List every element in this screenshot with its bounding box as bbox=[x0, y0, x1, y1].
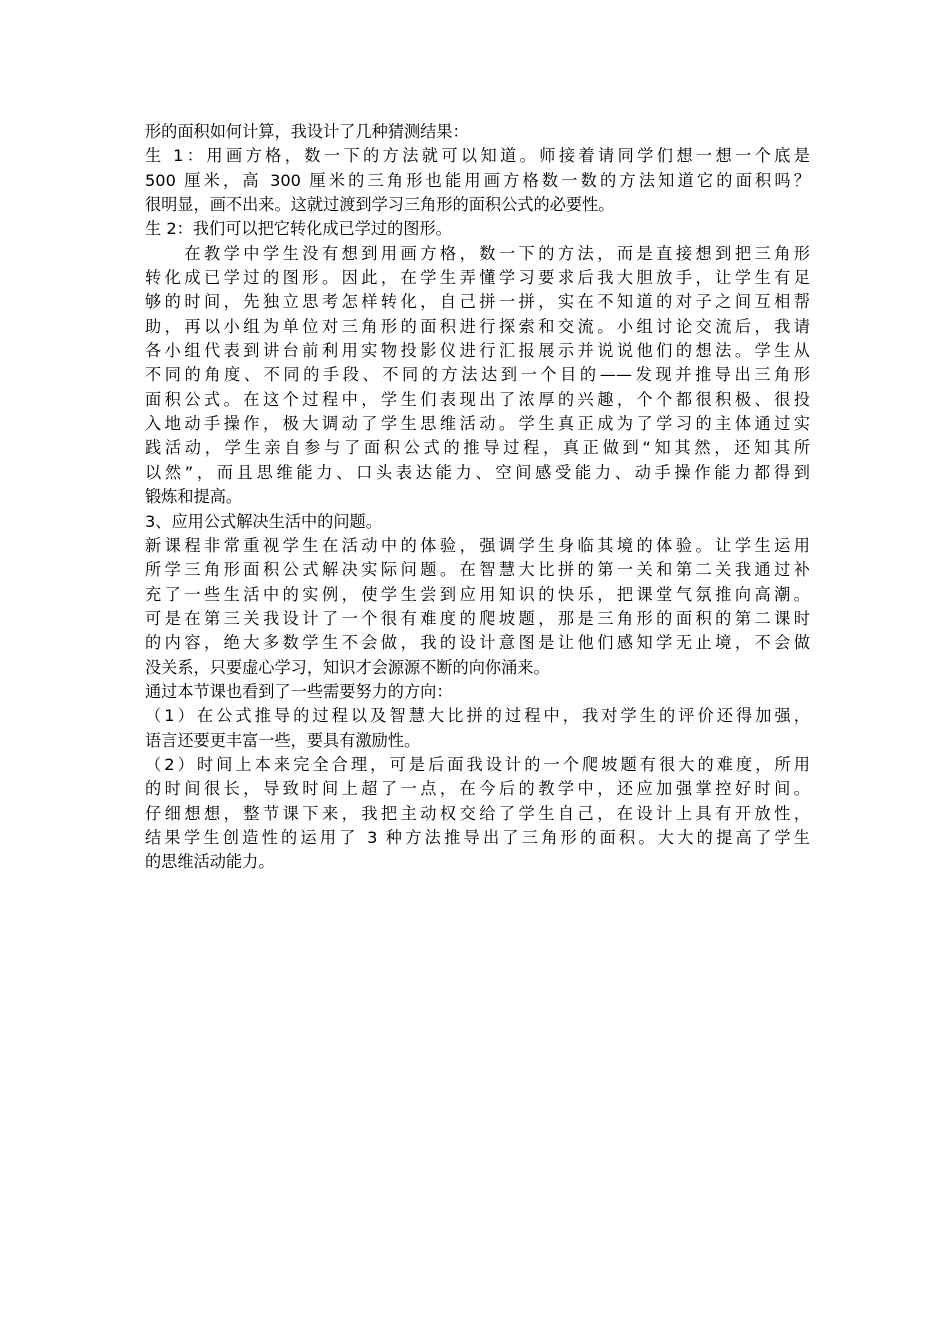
text-line: 不同的角度、不同的手段、不同的方法达到一个目的——发现并推导出三角形 bbox=[145, 365, 810, 385]
text-line: 结果学生创造性的运用了 3 种方法推导出了三角形的面积。大大的提高了学生 bbox=[145, 827, 810, 847]
text-line: 助，再以小组为单位对三角形的面积进行探索和交流。小组讨论交流后，我请 bbox=[145, 316, 810, 336]
text-line: 很明显，画不出来。这就过渡到学习三角形的面积公式的必要性。 bbox=[145, 195, 615, 215]
text-line: 面积公式。在这个过程中，学生们表现出了浓厚的兴趣，个个都很积极、很投 bbox=[145, 389, 810, 409]
text-line: 的内容，绝大多数学生不会做，我的设计意图是让他们感知学无止境，不会做 bbox=[145, 633, 810, 653]
text-line: 以然”，而且思维能力、口头表达能力、空间感受能力、动手操作能力都得到 bbox=[145, 462, 810, 482]
text-line: 3、应用公式解决生活中的问题。 bbox=[145, 511, 382, 531]
text-line: 入地动手操作，极大调动了学生思维活动。学生真正成为了学习的主体通过实 bbox=[145, 414, 810, 434]
text-line: 仔细想想，整节课下来，我把主动权交给了学生自己，在设计上具有开放性， bbox=[145, 803, 810, 823]
text-line: 生 2：我们可以把它转化成已学过的图形。 bbox=[145, 219, 452, 239]
text-line: （1）在公式推导的过程以及智慧大比拼的过程中，我对学生的评价还得加强， bbox=[145, 706, 810, 726]
text-line: 生 1：用画方格，数一下的方法就可以知道。师接着请同学们想一想一个底是 bbox=[145, 146, 810, 166]
text-line: 可是在第三关我设计了一个很有难度的爬坡题，那是三角形的面积的第二课时 bbox=[145, 608, 810, 628]
text-line: 通过本节课也看到了一些需要努力的方向： bbox=[145, 681, 453, 701]
text-line: 转化成已学过的图形。因此，在学生弄懂学习要求后我大胆放手，让学生有足 bbox=[145, 268, 810, 288]
text-line: 新课程非常重视学生在活动中的体验，强调学生身临其境的体验。让学生运用 bbox=[145, 535, 810, 555]
text-line: 在教学中学生没有想到用画方格，数一下的方法，而是直接想到把三角形 bbox=[145, 243, 810, 263]
text-line: 践活动，学生亲自参与了面积公式的推导过程，真正做到“知其然，还知其所 bbox=[145, 438, 810, 458]
text-line: 500 厘米，高 300 厘米的三角形也能用画方格数一数的方法知道它的面积吗？ bbox=[145, 170, 810, 190]
text-line: 各小组代表到讲台前利用实物投影仪进行汇报展示并说说他们的想法。学生从 bbox=[145, 341, 810, 361]
text-line: （2）时间上本来完全合理，可是后面我设计的一个爬坡题有很大的难度，所用 bbox=[145, 754, 810, 774]
text-line: 的思维活动能力。 bbox=[145, 852, 275, 872]
text-line: 够的时间，先独立思考怎样转化，自己拼一拼，实在不知道的对子之间互相帮 bbox=[145, 292, 810, 312]
text-line: 的时间很长，导致时间上超了一点，在今后的教学中，还应加强掌控好时间。 bbox=[145, 779, 810, 799]
text-line: 形的面积如何计算，我设计了几种猜测结果： bbox=[145, 122, 469, 141]
text-line: 没关系，只要虚心学习，知识才会源源不断的向你涌来。 bbox=[145, 657, 550, 677]
text-line: 充了一些生活中的实例，使学生尝到应用知识的快乐，把课堂气氛推向高潮。 bbox=[145, 584, 810, 604]
text-line: 锻炼和提高。 bbox=[145, 487, 243, 507]
text-line: 所学三角形面积公式解决实际问题。在智慧大比拼的第一关和第二关我通过补 bbox=[145, 560, 810, 580]
text-line: 语言还要更丰富一些，要具有激励性。 bbox=[145, 730, 421, 750]
document-body bbox=[145, 120, 810, 875]
